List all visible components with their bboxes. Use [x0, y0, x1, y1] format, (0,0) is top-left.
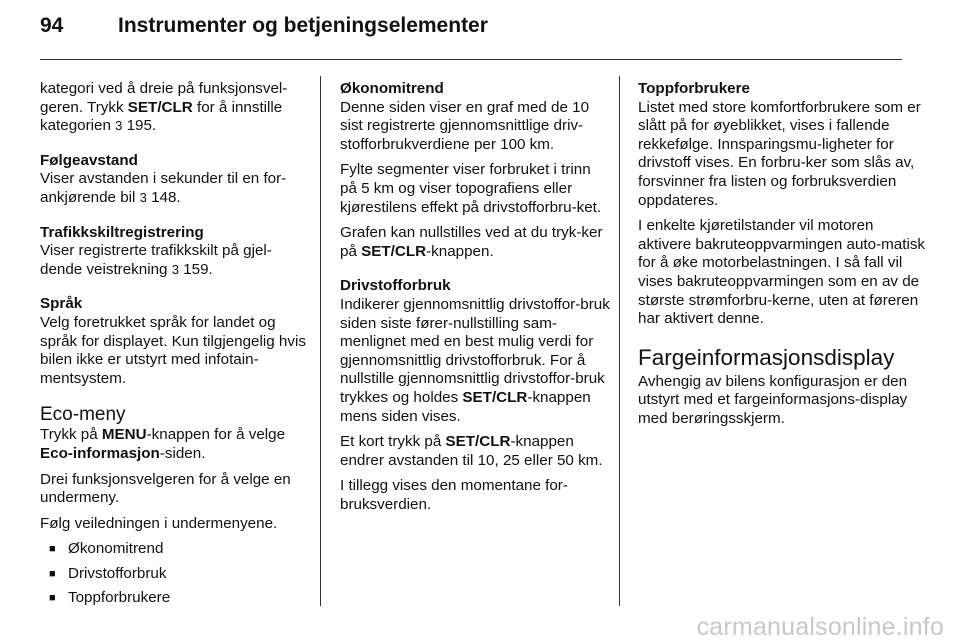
paragraph: Denne siden viser en graf med de 10 sist registrerte gjennomsnittlige driv-stofforbrukverdiene per 100 km.: [340, 98, 590, 153]
paragraph: Indikerer gjennomsnittlig drivstoffor-bruk siden siste fører-nullstilling sam-menlignet med en best mulig verdi for gjennomsnittlig drivstofforbruk. For å nullstille gjennomsnittlig drivstoffor-bruk trykkes og holdes SET/CLR-knappen mens siden vises.: [340, 295, 610, 425]
square-bullet-icon: ■: [49, 543, 56, 556]
section-heading-large: Fargeinformasjonsdisplay: [638, 344, 895, 370]
page-title: Instrumenter og betjeningselementer: [118, 14, 488, 37]
paragraph: Trykk på MENU-knappen for å velge Eco-informasjon-siden.: [40, 426, 286, 462]
paragraph: Avhengig av bilens konfigurasjon er den utstyrt med et fargeinformasjons-display med berøringsskjerm.: [638, 372, 908, 427]
page-ref-arrow-icon: 3: [115, 118, 123, 134]
paragraph: I tillegg vises den momentane for-bruksverdien.: [340, 477, 568, 513]
set-clr-button-label: SET/CLR: [445, 433, 511, 451]
section-eco-meny: [40, 404, 310, 608]
set-clr-button-label: SET/CLR: [462, 388, 528, 406]
section-trafikkskilt: Trafikkskiltregistrering Viser registrerte trafikkskilt på gjel-dende veistrekning 3 159.: [40, 224, 310, 280]
square-bullet-icon: ■: [49, 567, 56, 580]
column-divider-1: [320, 76, 321, 606]
section-heading: Toppforbrukere: [638, 80, 750, 97]
page-number: 94: [40, 14, 64, 37]
list-item: ■ Økonomitrend: [49, 540, 164, 558]
paragraph: I enkelte kjøretilstander vil motoren aktivere bakruteoppvarmingen auto-matisk for å øke motorbelastningen. I så fall vil vises bakruteoppvarmingen som en av de største strømforbru-kerne, uten at føreren har aktivert denne.: [638, 217, 926, 328]
section-heading: Økonomitrend: [340, 80, 444, 97]
paragraph: Følg veiledningen i undermenyene.: [40, 514, 278, 532]
page-ref-link[interactable]: 148.: [146, 188, 181, 206]
column-1: [40, 80, 310, 614]
column-3: [638, 80, 928, 436]
section-fargeinformasjonsdisplay: [638, 345, 928, 429]
intro-paragraph: kategori ved å dreie på funksjonsvel-geren. Trykk SET/CLR for å innstille kategorien 3 195.: [40, 80, 288, 135]
page-header: [40, 14, 488, 54]
section-heading: Følgeavstand: [40, 151, 138, 169]
header-divider: [40, 59, 902, 60]
section-sprak: Språk Velg foretrukket språk for landet og språk for displayet. Kun tilgjengelig hvis bilen ikke er utstyrt med infotain-mentsystem.: [40, 295, 310, 388]
list-item: ■ Drivstofforbruk: [49, 564, 167, 582]
eco-info-label: Eco-informasjon: [40, 444, 160, 462]
section-heading: Språk: [40, 295, 83, 313]
page-ref-link[interactable]: 195.: [122, 117, 157, 135]
submenu-list: [40, 540, 310, 608]
paragraph: Listet med store komfortforbrukere som er slått på for øyeblikket, vises i fallende rekkefølge. Innsparingsmu-ligheter for drivstoff vises. En forbru-ker som slås av, forsvinner fra listen og forbruksverdien oppdateres.: [638, 98, 921, 209]
page-ref-arrow-icon: 3: [139, 189, 147, 205]
paragraph: Fylte segmenter viser forbruket i trinn på 5 km og viser topografiens eller kjørestilens effekt på drivstofforbru-ket.: [340, 161, 602, 216]
list-item: ■ Toppforbrukere: [49, 589, 171, 607]
column-2: [340, 80, 610, 521]
set-clr-button-label: SET/CLR: [361, 242, 427, 260]
section-drivstofforbruk: [340, 277, 610, 514]
section-heading: Drivstofforbruk: [340, 277, 451, 295]
column-divider-2: [619, 76, 620, 606]
section-toppforbrukere: [638, 80, 928, 329]
square-bullet-icon: ■: [49, 592, 56, 605]
section-folgeavstand: Følgeavstand Viser avstanden i sekunder til en for-ankjørende bil 3 148.: [40, 152, 310, 208]
watermark-text: carmanualsonline.info: [696, 613, 944, 641]
paragraph: Grafen kan nullstilles ved at du tryk-ker på SET/CLR-knappen.: [340, 224, 603, 260]
section-okonomitrend: [340, 80, 610, 261]
set-clr-button-label: SET/CLR: [127, 98, 193, 116]
page-ref-link[interactable]: 159.: [178, 260, 213, 278]
paragraph: Drei funksjonsvelgeren for å velge en undermeny.: [40, 470, 291, 507]
page-ref-arrow-icon: 3: [171, 261, 179, 277]
section-heading: Trafikkskiltregistrering: [40, 223, 204, 241]
paragraph: Et kort trykk på SET/CLR-knappen endrer avstanden til 10, 25 eller 50 km.: [340, 433, 603, 469]
section-heading-eco-meny: Eco-meny: [40, 404, 126, 426]
menu-button-label: MENU: [101, 426, 147, 444]
